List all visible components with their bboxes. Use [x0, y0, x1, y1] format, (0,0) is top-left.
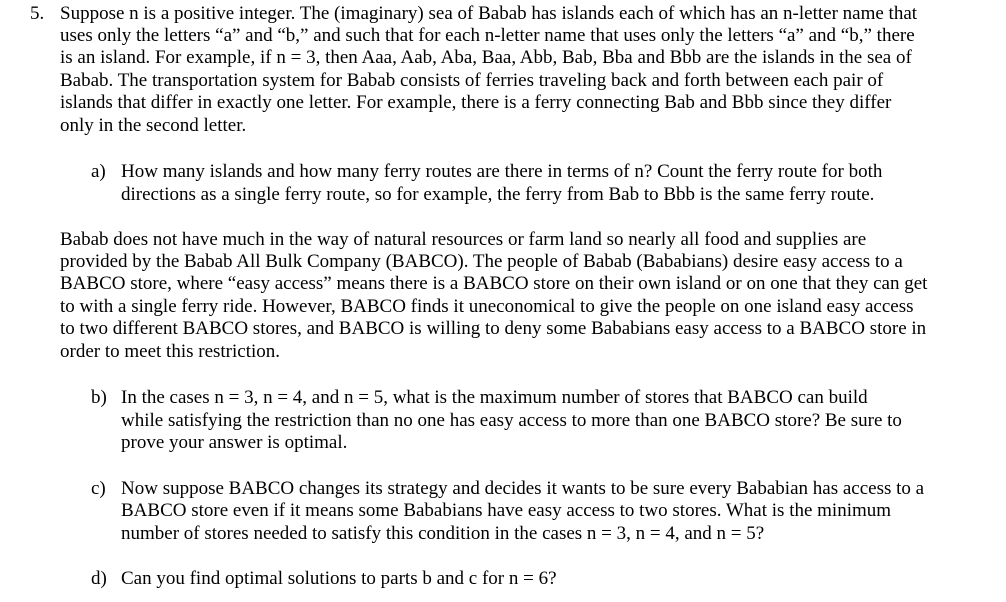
part-b-label: b): [91, 387, 107, 408]
middle-line: to two different BABCO stores, and BABCO is willing to deny some Bababians easy access to a BABCO store in: [60, 318, 927, 339]
intro-line: Babab. The transportation system for Babab consists of ferries traveling back and forth between each pair of: [60, 70, 884, 91]
part-b-line: In the cases n = 3, n = 4, and n = 5, what is the maximum number of stores that BABCO can build: [121, 387, 868, 408]
part-b-line: prove your answer is optimal.: [121, 432, 348, 453]
middle-line: Babab does not have much in the way of natural resources or farm land so nearly all food and supplies are: [60, 229, 867, 250]
intro-line: only in the second letter.: [60, 115, 247, 136]
middle-line: BABCO store, where “easy access” means there is a BABCO store on their own island or on one that they can get: [60, 273, 928, 294]
intro-line: uses only the letters “a” and “b,” and such that for each n-letter name that uses only the letters “a” and “b,” there: [60, 25, 915, 46]
problem-number: 5.: [30, 3, 45, 24]
intro-line: Suppose n is a positive integer. The (imaginary) sea of Babab has islands each of which has an n-letter name that: [60, 3, 918, 24]
middle-line: order to meet this restriction.: [60, 341, 281, 362]
part-c-line: number of stores needed to satisfy this condition in the cases n = 3, n = 4, and n = 5?: [121, 523, 765, 544]
part-a-line: directions as a single ferry route, so for example, the ferry from Bab to Bbb is the same ferry route.: [121, 184, 875, 205]
middle-line: to with a single ferry ride. However, BABCO finds it uneconomical to give the people on one island easy access: [60, 296, 914, 317]
part-a-label: a): [91, 161, 106, 182]
middle-line: provided by the Babab All Bulk Company (BABCO). The people of Babab (Bababians) desire easy access to a: [60, 251, 903, 272]
part-c-line: BABCO store even if it means some Bababians have easy access to two stores. What is the minimum: [121, 500, 892, 521]
intro-line: islands that differ in exactly one letter. For example, there is a ferry connecting Bab and Bbb since they differ: [60, 92, 892, 113]
part-c-label: c): [91, 478, 106, 499]
part-d-label: d): [91, 568, 107, 589]
part-b-line: while satisfying the restriction than no one has easy access to more than one BABCO store? Be sure to: [121, 410, 902, 431]
part-a-line: How many islands and how many ferry routes are there in terms of n? Count the ferry route for both: [121, 161, 883, 182]
part-d-line: Can you find optimal solutions to parts b and c for n = 6?: [121, 568, 557, 589]
intro-line: is an island. For example, if n = 3, then Aaa, Aab, Aba, Baa, Abb, Bab, Bba and Bbb are the islands in the sea of: [60, 47, 912, 68]
part-c-line: Now suppose BABCO changes its strategy and decides it wants to be sure every Bababian has access to a: [121, 478, 925, 499]
